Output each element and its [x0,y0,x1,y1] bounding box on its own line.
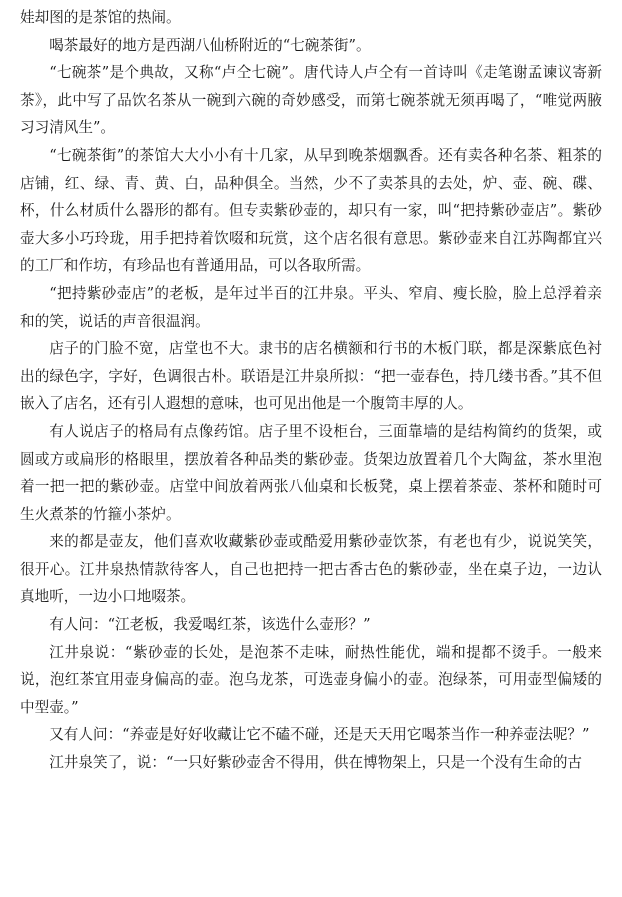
paragraph-6: 店子的门脸不宽，店堂也不大。隶书的店名横额和行书的木板门联，都是深紫底色衬出的绿色字，字好，色调很古朴。联语是江井泉所拟：“把一壶春色，持几缕书香。”其不但嵌入了店名，还有引人遐想的意味，也可见出他是一个腹笥丰厚的人。 [20,340,602,413]
paragraph-12: 江井泉笑了，说：“一只好紫砂壶舍不得用，供在博物架上，只是一个没有生命的古 [49,754,583,772]
paragraph-9: 有人问：“江老板，我爱喝红茶，该选什么壶形？” [49,616,371,634]
paragraph-8: 来的都是壶友，他们喜欢收藏紫砂壶或酷爱用紫砂壶饮茶，有老也有少，说说笑笑，很开心。江井泉热情款待客人，自己也把持一把古香古色的紫砂壶，坐在桌子边，一边认真地听，一边小口地啜茶。 [20,533,602,606]
paragraph-4: “七碗茶街”的茶馆大大小小有十几家，从早到晚茶烟飘香。还有卖各种名茶、粗茶的店铺，红、绿、青、黄、白，品种俱全。当然，少不了卖茶具的去处，炉、壶、碗、碟、杯，什么材质什么器形的都有。但专卖紫砂壶的，却只有一家，叫“把持紫砂壶店”。紫砂壶大多小巧玲珑，用手把持着饮啜和玩赏，这个店名很有意思。紫砂壶来自江苏陶都宜兴的工厂和作坊，有珍品也有普通用品，可以各取所需。 [20,146,602,275]
paragraph-10: 江井泉说：“紫砂壶的长处，是泡茶不走味，耐热性能优，端和提都不烫手。一般来说，泡红茶宜用壶身偏高的壶。泡乌龙茶，可选壶身偏小的壶。泡绿茶，可用壶型偏矮的中型壶。” [20,643,602,716]
paragraph-11: 又有人问：“养壶是好好收藏让它不磕不碰，还是天天用它喝茶当作一种养壶法呢？” [49,726,590,744]
paragraph-5: “把持紫砂壶店”的老板，是年过半百的江井泉。平头、窄肩、瘦长脸，脸上总浮着亲和的笑，说话的声音很温润。 [20,284,602,330]
paragraph-2: 喝茶最好的地方是西湖八仙桥附近的“七碗茶街”。 [49,36,371,54]
paragraph-3: “七碗茶”是个典故，又称“卢仝七碗”。唐代诗人卢仝有一首诗叫《走笔谢孟谏议寄新茶》，此中写了品饮名茶从一碗到六碗的奇妙感受，而第七碗茶就无须再喝了，“唯觉两腋习习清风生”。 [20,64,602,137]
paragraph-7: 有人说店子的格局有点像药馆。店子里不设柜台，三面靠墙的是结构简约的货架，或圆或方或扁形的格眼里，摆放着各种品类的紫砂壶。货架边放置着几个大陶盆，茶水里泡着一把一把的紫砂壶。店堂中间放着两张八仙桌和长板凳，桌上摆着茶壶、茶杯和随时可生火煮茶的竹箍小茶炉。 [20,422,602,523]
paragraph-1: 娃却图的是茶馆的热闹。 [20,9,181,26]
